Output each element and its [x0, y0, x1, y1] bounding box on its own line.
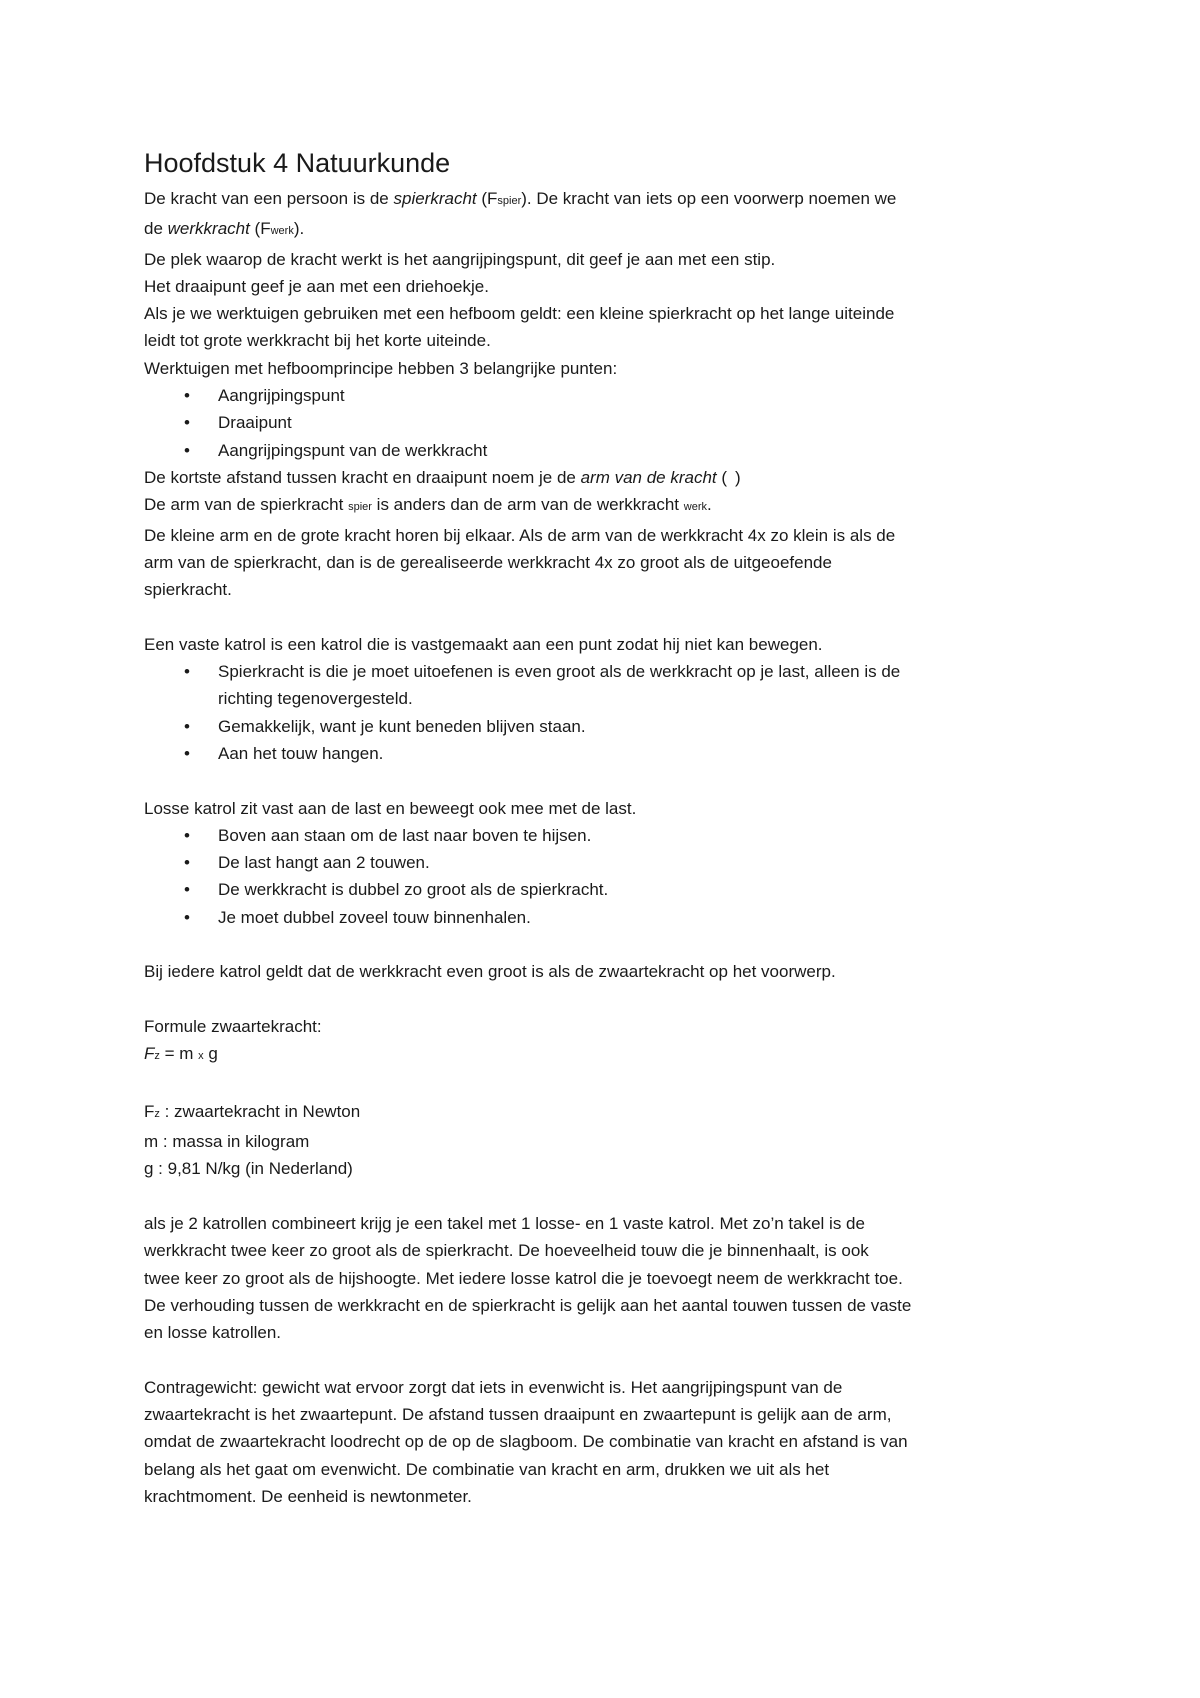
list-item: • Aan het touw hangen.: [144, 740, 1074, 767]
list-item: • Boven aan staan om de last naar boven te hijsen.: [144, 822, 1074, 849]
arm-line-4: arm van de spierkracht, dan is de gerealiseerde werkkracht 4x zo groot als de uitgeoefende: [144, 552, 832, 572]
text: = m: [159, 1044, 199, 1064]
vaste-katrol-list: [144, 658, 1074, 767]
list-item: • Draaipunt: [144, 409, 1074, 436]
contra-line-2: zwaartekracht is het zwaartepunt. De afstand tussen draaipunt en zwaartepunt is gelijk aan de arm,: [144, 1405, 892, 1425]
formula-equation: [144, 1040, 1074, 1070]
term-arm-van-de-kracht: arm van de kracht: [580, 467, 717, 487]
text: ).: [293, 219, 305, 239]
list-item: [144, 658, 1074, 713]
arm-line-1: [144, 464, 1074, 491]
text: g: [203, 1044, 218, 1064]
intro-line-5: Als je we werktuigen gebruiken met een hefboom geldt: een kleine spierkracht op het lange uiteinde: [144, 304, 895, 324]
arm-line-2: [144, 491, 1074, 521]
contra-line-3: omdat de zwaartekracht loodrecht op de op de slagboom. De combinatie van kracht en afstand is van: [144, 1432, 908, 1452]
list-item: • Je moet dubbel zoveel touw binnenhalen.: [144, 904, 1074, 931]
text: de: [144, 219, 168, 239]
document-page: [144, 146, 1074, 1510]
list-item: • De last hangt aan 2 touwen.: [144, 849, 1074, 876]
text: ). De kracht van iets op een voorwerp noemen we: [521, 189, 897, 208]
text: F: [144, 1044, 155, 1064]
contra-line-4: belang als het gaat om evenwicht. De combinatie van kracht en arm, drukken we uit als het: [144, 1459, 830, 1479]
formula-heading: Formule zwaartekracht:: [144, 1016, 322, 1036]
term-werkkracht: werkkracht: [167, 219, 250, 239]
subscript: spier: [497, 195, 522, 207]
vaste-katrol-intro: Een vaste katrol is een katrol die is vastgemaakt aan een punt zodat hij niet kan bewegen.: [144, 634, 823, 654]
text: .: [707, 495, 712, 515]
katrol-rule: Bij iedere katrol geldt dat de werkkracht even groot is als de zwaartekracht op het voorwerp.: [144, 962, 836, 982]
subscript: werk: [270, 225, 294, 238]
intro-line-6: leidt tot grote werkkracht bij het korte uiteinde.: [144, 331, 491, 351]
formula-def-fz: [144, 1098, 1074, 1128]
intro-line-3: De plek waarop de kracht werkt is het aangrijpingspunt, dit geef je aan met een stip.: [144, 249, 776, 269]
text: (F: [249, 219, 271, 239]
list-item: • Aangrijpingspunt van de werkkracht: [144, 437, 1074, 464]
text: ): [735, 467, 741, 487]
list-item: • Aangrijpingspunt: [144, 382, 1074, 409]
intro-line-4: Het draaipunt geef je aan met een driehoekje.: [144, 276, 489, 296]
text: (F: [476, 189, 498, 208]
subscript: spier: [348, 501, 372, 514]
takel-line-4: De verhouding tussen de werkkracht en de spierkracht is gelijk aan het aantal touwen tussen de vaste: [144, 1295, 912, 1315]
page-title: Hoofdstuk 4 Natuurkunde: [144, 148, 451, 178]
formula-def-m: m : massa in kilogram: [144, 1132, 310, 1152]
takel-line-3: twee keer zo groot als de hijshoogte. Met iedere losse katrol die je toevoegt neem de werkkracht toe.: [144, 1268, 903, 1288]
contra-line-1: Contragewicht: gewicht wat ervoor zorgt dat iets in evenwicht is. Het aangrijpingspunt van de: [144, 1377, 843, 1397]
list-item: • Gemakkelijk, want je kunt beneden blijven staan.: [144, 713, 1074, 740]
points-list: [144, 382, 1074, 464]
losse-katrol-intro: Losse katrol zit vast aan de last en beweegt ook mee met de last.: [144, 798, 637, 818]
formula-def-g: g : 9,81 N/kg (in Nederland): [144, 1159, 353, 1179]
intro-line-2: [144, 215, 1074, 245]
takel-line-5: en losse katrollen.: [144, 1323, 282, 1343]
arm-line-3: De kleine arm en de grote kracht horen bij elkaar. Als de arm van de werkkracht 4x zo klein is als de: [144, 525, 896, 545]
text: F: [144, 1101, 155, 1121]
term-spierkracht: spierkracht: [393, 189, 477, 208]
text: De kracht van een persoon is de: [144, 189, 394, 208]
contra-line-5: krachtmoment. De eenheid is newtonmeter.: [144, 1486, 472, 1506]
list-item: • De werkkracht is dubbel zo groot als de spierkracht.: [144, 876, 1074, 903]
text: : zwaartekracht in Newton: [159, 1101, 361, 1121]
intro-line-1: [144, 185, 1074, 215]
multiply-sign: x: [198, 1050, 204, 1063]
text: De kortste afstand tussen kracht en draaipunt noem je de: [144, 467, 581, 487]
intro-line-7: Werktuigen met hefboomprincipe hebben 3 belangrijke punten:: [144, 358, 618, 378]
subscript: werk: [683, 501, 707, 514]
text: is anders dan de arm van de werkkracht: [371, 495, 684, 515]
text: richting tegenovergesteld.: [218, 689, 413, 709]
subscript: z: [154, 1050, 160, 1063]
losse-katrol-list: [144, 822, 1074, 931]
subscript: z: [154, 1107, 160, 1120]
takel-line-2: werkkracht twee keer zo groot als de spierkracht. De hoeveelheid touw die je binnenhaalt, is ook: [144, 1241, 869, 1261]
arm-line-5: spierkracht.: [144, 580, 232, 600]
text: (: [716, 467, 728, 487]
text: Spierkracht is die je moet uitoefenen is even groot als de werkkracht op je last, alleen is de: [218, 662, 901, 682]
takel-line-1: als je 2 katrollen combineert krijg je een takel met 1 losse- en 1 vaste katrol. Met zo’n takel is de: [144, 1213, 865, 1233]
text: De arm van de spierkracht: [144, 495, 349, 515]
